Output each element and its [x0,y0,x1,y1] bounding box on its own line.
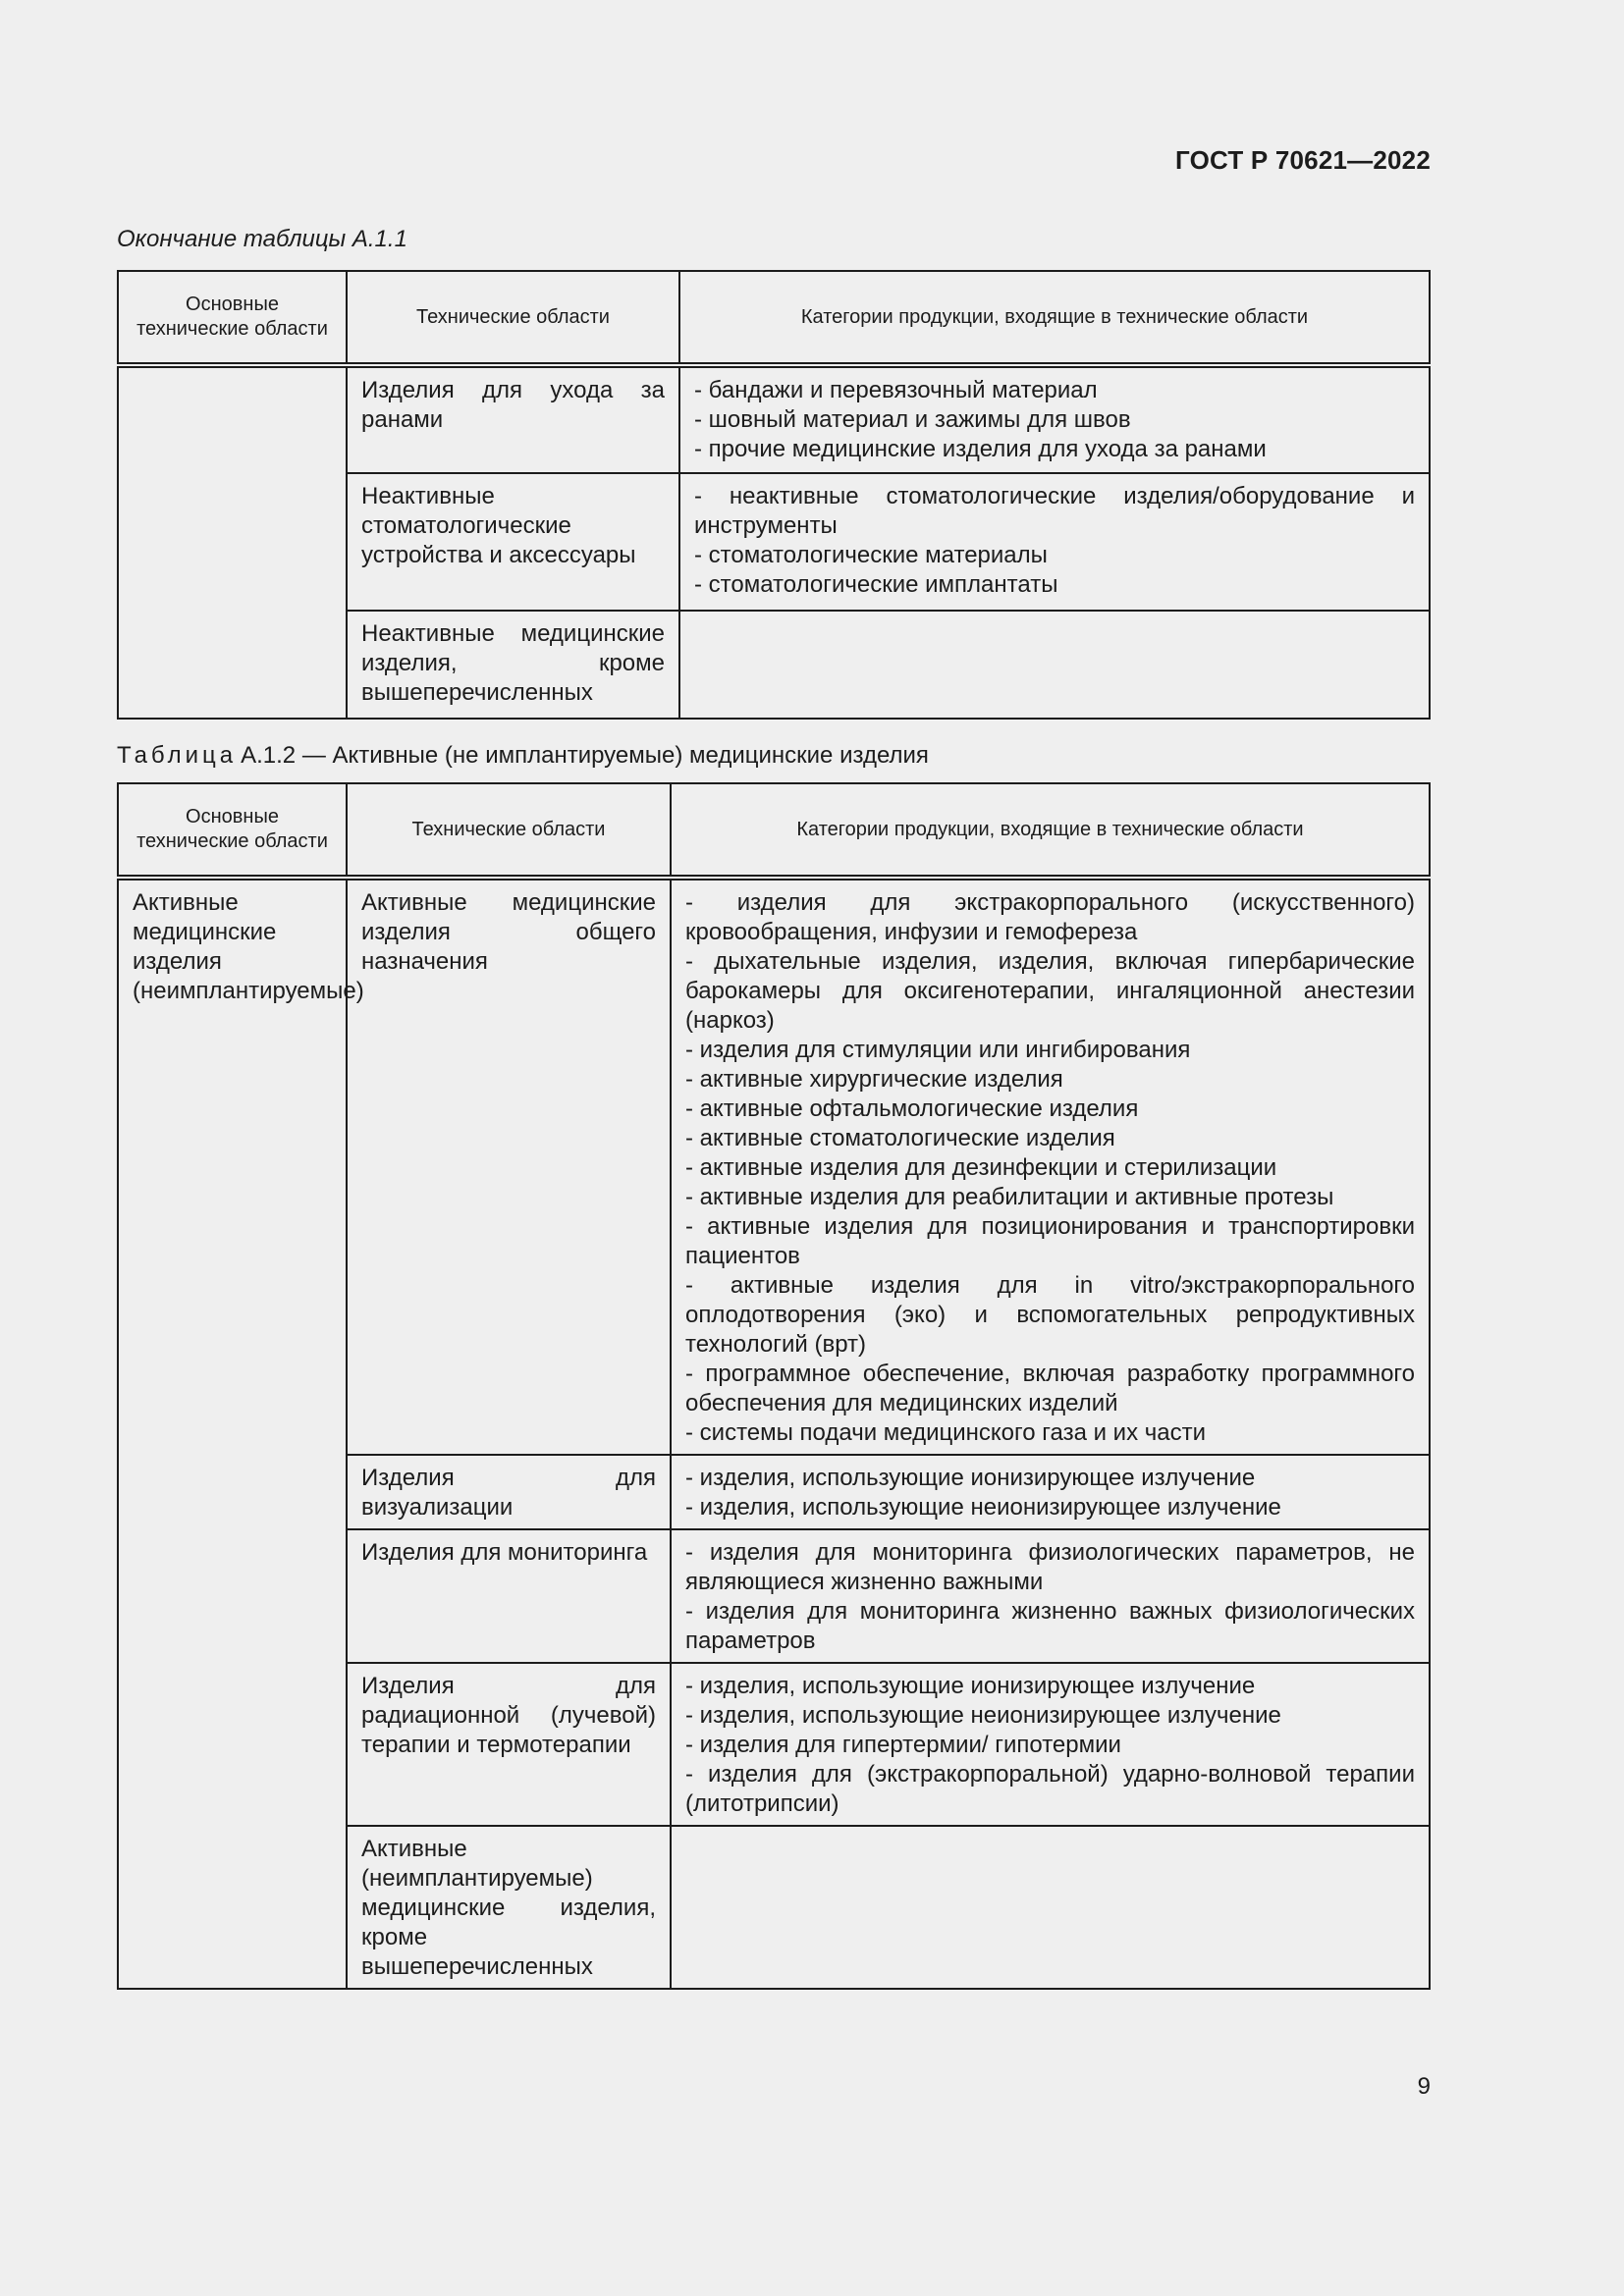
technical-area-cell: Неактивные медицинские изделия, кроме вышеперечисленных [347,611,679,719]
categories-list [685,888,1415,1448]
category-item: - стоматологические материалы [694,542,1048,568]
category-item: - активные хирургические изделия [685,1066,1063,1093]
column-header-main-areas: Основные технические области [118,271,347,365]
category-item: - дыхательные изделия, изделия, включая гипербарические барокамеры для оксигенотерапии, ингаляционной анестезии (наркоз) [685,948,1415,1034]
technical-area-cell: Активные (неимплантируемые) медицинские изделия, кроме вышеперечисленных [347,1826,671,1989]
category-item: - изделия для мониторинга физиологических параметров, не являющиеся жизненно важными [685,1539,1415,1595]
categories-list [685,1464,1415,1522]
categories-list [685,1672,1415,1819]
category-item: - активные изделия для in vitro/экстракорпорального оплодотворения (эко) и вспомогательных репродуктивных технологий (врт) [685,1272,1415,1358]
table-a12 [117,782,1431,1990]
category-item: - неактивные стоматологические изделия/оборудование и инструменты [694,483,1415,539]
category-item: - активные изделия для позиционирования и транспортировки пациентов [685,1213,1415,1269]
categories-cell [671,1663,1430,1826]
table-a11-continuation [117,270,1431,720]
categories-list [694,482,1415,600]
categories-cell [671,1455,1430,1529]
category-item: - изделия для экстракорпорального (искусственного) кровообращения, инфузии и гемофереза [685,889,1415,945]
category-item: - изделия, использующие неионизирующее излучение [685,1494,1281,1521]
categories-cell [679,611,1430,719]
category-item: - изделия, использующие ионизирующее излучение [685,1673,1256,1699]
category-item: - бандажи и перевязочный материал [694,377,1098,403]
technical-area-cell: Неактивные стоматологические устройства и аксессуары [347,473,679,611]
category-item: - активные офтальмологические изделия [685,1095,1139,1122]
document-id: ГОСТ Р 70621—2022 [1175,145,1431,175]
table2-caption [117,741,929,771]
category-item: - активные стоматологические изделия [685,1125,1115,1151]
technical-area-cell: Изделия для мониторинга [347,1529,671,1663]
categories-cell [671,878,1430,1455]
column-header-tech-areas: Технические области [347,783,671,878]
categories-cell [671,1529,1430,1663]
column-header-tech-areas: Технические области [347,271,679,365]
table-row [118,878,1430,1455]
technical-area-cell: Изделия для радиационной (лучевой) терапии и термотерапии [347,1663,671,1826]
categories-list [685,1538,1415,1656]
page-number: 9 [1417,2073,1431,2100]
column-header-main-areas: Основные технические области [118,783,347,878]
category-item: - системы подачи медицинского газа и их части [685,1419,1206,1446]
technical-area-cell: Изделия для визуализации [347,1455,671,1529]
column-header-categories: Категории продукции, входящие в технические области [679,271,1430,365]
category-item: - изделия, использующие ионизирующее излучение [685,1465,1256,1491]
category-item: - прочие медицинские изделия для ухода за ранами [694,436,1267,462]
categories-cell [671,1826,1430,1989]
table2-caption-text: А.1.2 — Активные (не имплантируемые) медицинские изделия [241,742,929,769]
main-area-cell [118,365,347,719]
table1-caption: Окончание таблицы А.1.1 [117,226,407,252]
category-item: - шовный материал и зажимы для швов [694,406,1131,433]
category-item: - стоматологические имплантаты [694,571,1058,598]
main-area-cell: Активные медицинские изделия (неимплантируемые) [118,878,347,1989]
category-item: - изделия для мониторинга жизненно важных физиологических параметров [685,1598,1415,1654]
table2-caption-label: Таблица [117,742,238,769]
category-item: - изделия, использующие неионизирующее излучение [685,1702,1281,1729]
table-row [118,365,1430,473]
category-item: - изделия для (экстракорпоральной) ударно-волновой терапии (литотрипсии) [685,1761,1415,1817]
category-item: - программное обеспечение, включая разработку программного обеспечения для медицинских изделий [685,1361,1415,1416]
category-item: - изделия для гипертермии/ гипотермии [685,1732,1121,1758]
category-item: - активные изделия для реабилитации и активные протезы [685,1184,1334,1210]
table-header-row [118,271,1430,365]
categories-cell [679,473,1430,611]
category-item: - активные изделия для дезинфекции и стерилизации [685,1154,1277,1181]
table-header-row [118,783,1430,878]
technical-area-cell: Изделия для ухода за ранами [347,365,679,473]
categories-cell [679,365,1430,473]
technical-area-cell: Активные медицинские изделия общего назначения [347,878,671,1455]
categories-list [694,376,1415,464]
column-header-categories: Категории продукции, входящие в технические области [671,783,1430,878]
category-item: - изделия для стимуляции или ингибирования [685,1037,1191,1063]
